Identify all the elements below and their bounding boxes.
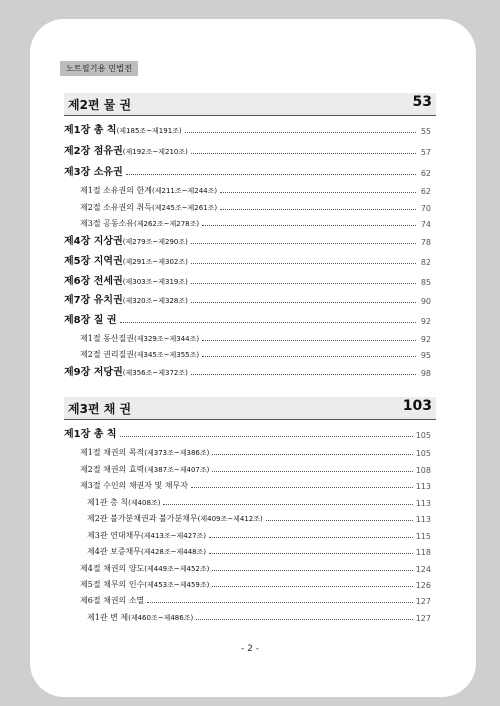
entry-title: 제6절 채권의 소멸 — [80, 596, 145, 605]
toc-entry[interactable] — [80, 560, 431, 574]
leader-dots — [220, 209, 416, 210]
leader-dots — [212, 570, 412, 571]
entry-page: 62 — [420, 169, 431, 178]
leader-dots — [120, 436, 413, 437]
entry-page: 127 — [415, 614, 431, 623]
entry-title: 제2절 권리질권 — [80, 350, 135, 359]
entry-page: 70 — [420, 204, 431, 213]
entry-page: 127 — [415, 597, 431, 606]
entry-title: 제2관 불가분채권과 불가분채무 — [87, 514, 198, 523]
toc-entry[interactable] — [64, 426, 431, 440]
leader-dots — [191, 487, 413, 488]
entry-title: 제1관 총 칙 — [87, 498, 129, 507]
toc-entry[interactable] — [64, 253, 431, 267]
entry-range: (제185조~제191조) — [116, 127, 182, 135]
entry-range: (제413조~제427조) — [141, 532, 207, 540]
entry-title: 제6장 전세권 — [64, 276, 123, 287]
toc-entry[interactable] — [80, 215, 431, 229]
entry-title: 제3관 연대채무 — [87, 531, 142, 540]
entry-page: 85 — [420, 278, 431, 287]
entry-title: 제1절 동산질권 — [80, 334, 135, 343]
entry-page: 78 — [420, 238, 431, 247]
leader-dots — [191, 283, 416, 284]
entry-page: 62 — [420, 187, 431, 196]
part-header — [64, 397, 436, 420]
leader-dots — [212, 454, 412, 455]
leader-dots — [191, 243, 416, 244]
entry-range: (제211조~제244조) — [152, 187, 218, 195]
toc-entry[interactable] — [80, 346, 431, 360]
leader-dots — [209, 553, 413, 554]
entry-page: 95 — [420, 351, 431, 360]
toc-entry[interactable] — [64, 273, 431, 287]
leader-dots — [196, 619, 413, 620]
leader-dots — [120, 322, 416, 323]
entry-range: (제345조~제355조) — [134, 351, 200, 359]
book-title-tag: 노트필기용 민법전 — [60, 61, 138, 76]
leader-dots — [266, 520, 413, 521]
entry-page: 90 — [420, 297, 431, 306]
toc-entry[interactable] — [80, 182, 431, 196]
leader-dots — [212, 471, 412, 472]
toc-entry[interactable] — [87, 543, 431, 557]
leader-dots — [191, 263, 416, 264]
entry-title: 제2절 소유권의 취득 — [80, 203, 152, 212]
entry-page: 113 — [415, 515, 431, 524]
entry-title: 제1장 총 칙 — [64, 429, 117, 440]
toc-entry[interactable] — [87, 527, 431, 541]
page-number: - 2 - — [241, 644, 259, 654]
entry-page: 115 — [415, 532, 431, 541]
entry-range: (제460조~제486조) — [128, 614, 194, 622]
toc-entry[interactable] — [80, 477, 431, 491]
entry-title: 제4절 채권의 양도 — [80, 564, 145, 573]
entry-page: 105 — [415, 431, 431, 440]
entry-page: 55 — [420, 127, 431, 136]
toc-entry[interactable] — [87, 494, 431, 508]
entry-title: 제1절 채권의 목적 — [80, 448, 145, 457]
entry-title: 제7장 유치권 — [64, 295, 123, 306]
toc-entry[interactable] — [64, 364, 431, 378]
entry-range: (제262조~제278조) — [134, 220, 200, 228]
entry-title: 제1관 변 제 — [87, 613, 129, 622]
entry-title: 제3절 수인의 채권자 및 채무자 — [80, 481, 188, 490]
entry-range: (제279조~제290조) — [122, 238, 188, 246]
entry-range: (제428조~제448조) — [141, 548, 207, 556]
leader-dots — [202, 340, 416, 341]
entry-range: (제329조~제344조) — [134, 335, 200, 343]
leader-dots — [202, 356, 416, 357]
toc-entry[interactable] — [80, 461, 431, 475]
part-title: 제3편 채 권 — [68, 402, 132, 416]
entry-title: 제3절 공동소유 — [80, 219, 135, 228]
part-page: 103 — [402, 398, 432, 414]
entry-page: 74 — [420, 220, 431, 229]
toc-entry[interactable] — [80, 444, 431, 458]
entry-range: (제408조) — [128, 499, 161, 507]
toc-entry[interactable] — [87, 609, 431, 623]
entry-range: (제387조~제407조) — [144, 466, 210, 474]
toc-entry[interactable] — [64, 312, 431, 326]
entry-page: 124 — [415, 565, 431, 574]
leader-dots — [126, 174, 416, 175]
entry-range: (제356조~제372조) — [122, 369, 188, 377]
entry-title: 제8장 질 권 — [64, 315, 117, 326]
leader-dots — [147, 602, 412, 603]
entry-title: 제4관 보증채무 — [87, 547, 142, 556]
toc-entry[interactable] — [87, 510, 431, 524]
entry-title: 제4장 지상권 — [64, 236, 123, 247]
entry-range: (제291조~제302조) — [122, 258, 188, 266]
entry-page: 92 — [420, 317, 431, 326]
leader-dots — [185, 132, 416, 133]
entry-page: 113 — [415, 482, 431, 491]
entry-page: 108 — [415, 466, 431, 475]
entry-range: (제245조~제261조) — [152, 204, 218, 212]
part-header — [64, 93, 436, 116]
entry-title: 제3장 소유권 — [64, 167, 123, 178]
entry-page: 105 — [415, 449, 431, 458]
entry-page: 57 — [420, 148, 431, 157]
leader-dots — [212, 586, 412, 587]
leader-dots — [191, 153, 416, 154]
toc-entry[interactable] — [80, 592, 431, 606]
toc-entry[interactable] — [80, 199, 431, 213]
entry-title: 제2절 채권의 효력 — [80, 465, 145, 474]
entry-range: (제449조~제452조) — [144, 565, 210, 573]
leader-dots — [191, 302, 416, 303]
entry-title: 제1절 소유권의 한계 — [80, 186, 152, 195]
entry-page: 92 — [420, 335, 431, 344]
entry-range: (제409조~제412조) — [197, 515, 263, 523]
entry-page: 118 — [415, 548, 431, 557]
part-page: 53 — [412, 94, 432, 110]
leader-dots — [191, 374, 416, 375]
entry-title: 제5절 채무의 인수 — [80, 580, 145, 589]
entry-page: 126 — [415, 581, 431, 590]
entry-page: 82 — [420, 258, 431, 267]
toc-entry[interactable] — [64, 292, 431, 306]
leader-dots — [209, 537, 413, 538]
entry-title: 제9장 저당권 — [64, 367, 123, 378]
entry-page: 113 — [415, 499, 431, 508]
entry-range: (제373조~제386조) — [144, 449, 210, 457]
toc-entry[interactable] — [64, 122, 431, 136]
toc-entry[interactable] — [80, 330, 431, 344]
toc-entry[interactable] — [64, 164, 431, 178]
entry-range: (제303조~제319조) — [122, 278, 188, 286]
entry-title: 제5장 지역권 — [64, 256, 123, 267]
toc-entry[interactable] — [64, 143, 431, 157]
leader-dots — [163, 504, 412, 505]
entry-range: (제453조~제459조) — [144, 581, 210, 589]
entry-range: (제192조~제210조) — [122, 148, 188, 156]
leader-dots — [220, 192, 416, 193]
entry-title: 제1장 총 칙 — [64, 125, 117, 136]
leader-dots — [202, 225, 416, 226]
entry-range: (제320조~제328조) — [122, 297, 188, 305]
toc-entry[interactable] — [80, 576, 431, 590]
part-title: 제2편 물 권 — [68, 98, 132, 112]
entry-page: 98 — [420, 369, 431, 378]
toc-entry[interactable] — [64, 233, 431, 247]
entry-title: 제2장 점유권 — [64, 146, 123, 157]
